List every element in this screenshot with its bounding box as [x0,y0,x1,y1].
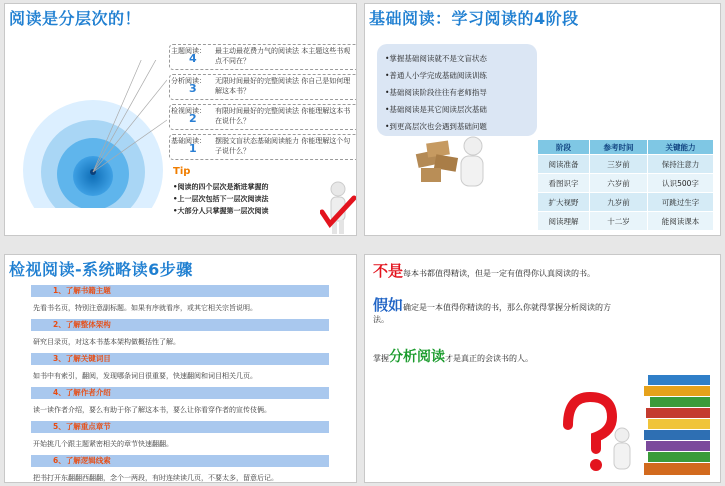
step-text: 研究目录页，对这本书基本架构做概括性了解。 [33,338,180,346]
slide-basic-reading[interactable] [364,3,721,236]
question-mark-books-icon [560,365,720,480]
step-text: 读一读作者介绍，要么有助于你了解这本书，要么让你看穿作者的宣传伎俩。 [33,406,271,414]
concentric-rings-diagram [19,60,167,208]
steps-list [11,285,351,483]
paragraph-2: 假如确定是一本值得你精读的书，那么你就得掌握分析阅读的方法。 [373,296,612,324]
step-label: 6、了解逻辑线索 [31,455,329,467]
stages-table [537,139,714,231]
bullet-box [377,44,537,136]
step-text: 开始挑几个跟主题紧密相关的章节快速翻翻。 [33,440,173,448]
slide3-title: 检视阅读-系统略读6步骤 [9,260,193,279]
step-label: 3、了解关键词目 [31,353,329,365]
slide-reading-levels[interactable] [4,3,357,236]
level-row-1: 基础阅读： 1 摆脱文盲状态基础阅读能力 你能理解这个句子说什么？ [171,136,357,158]
step-label: 5、了解重点章节 [31,421,329,433]
slide2-title: 基础阅读：学习阅读的4阶段 [369,9,579,28]
slide-analytical-reading[interactable] [364,254,721,483]
table-row: 阅读准备 三岁前 保持注意力 [538,155,714,174]
paragraph-1: 不是每本书都值得精读，但是一定有值得你认真阅读的书。 [373,262,596,280]
step-text: 先看书名页，特别注意副标题。如果有序就看序，或其它相关宗旨说明。 [33,304,257,312]
table-row: 阅读理解 十二岁 能阅读课本 [538,212,714,231]
checkmark-figure-icon [320,180,356,236]
table-header-row: 阶段 参考时间 关键能力 [538,140,714,155]
bullet-item: •掌握基础阅读就不是文盲状态 [385,54,487,63]
step-text: 把书打开东翻翻西翻翻，念个一两段，有时连续读几页，不要太多，留意后记。 [33,474,278,482]
bullet-item: •到更高层次也会遇到基础问题 [385,122,487,131]
step-label: 4、了解作者介绍 [31,387,329,399]
step-label: 1、了解书籍主题 [31,285,329,297]
slide1-title: 阅读是分层次的！ [9,9,142,28]
paragraph-3: 掌握分析阅读才是真正的会读书的人。 [373,349,533,365]
bullet-item: •普通人小学完成基础阅读训练 [385,71,487,80]
table-row: 扩大视野 九岁前 可跳过生字 [538,193,714,212]
tip-list: •阅读的四个层次是渐进掌握的 •上一层次包括下一层次阅读法 •大部分人只掌握第一层次阅读 [173,183,269,215]
level-row-4: 主题阅读： 4 最主动最花费力气的阅读法 本主题这些书观点不同在？ [171,46,357,68]
level-row-3: 分析阅读： 3 无限时间最好的完整阅读法 你自己是如何理解这本书？ [171,76,357,98]
man-carrying-boxes-icon [413,128,493,192]
tip-heading: Tip [173,166,191,177]
level-row-2: 检视阅读： 2 有限时间最好的完整阅读法 你能理解这本书在说什么？ [171,106,357,128]
bullet-item: •基础阅读是其它阅读层次基础 [385,105,487,114]
table-row: 看图识字 六岁前 认识500字 [538,174,714,193]
slide-inspectional-reading[interactable] [4,254,357,483]
step-label: 2、了解整体架构 [31,319,329,331]
step-text: 如书中有索引，翻阅，发现哪条词目很重要，快速翻阅和词目相关几页。 [33,372,257,380]
bullet-item: •基础阅读阶段往往有老师指导 [385,88,487,97]
